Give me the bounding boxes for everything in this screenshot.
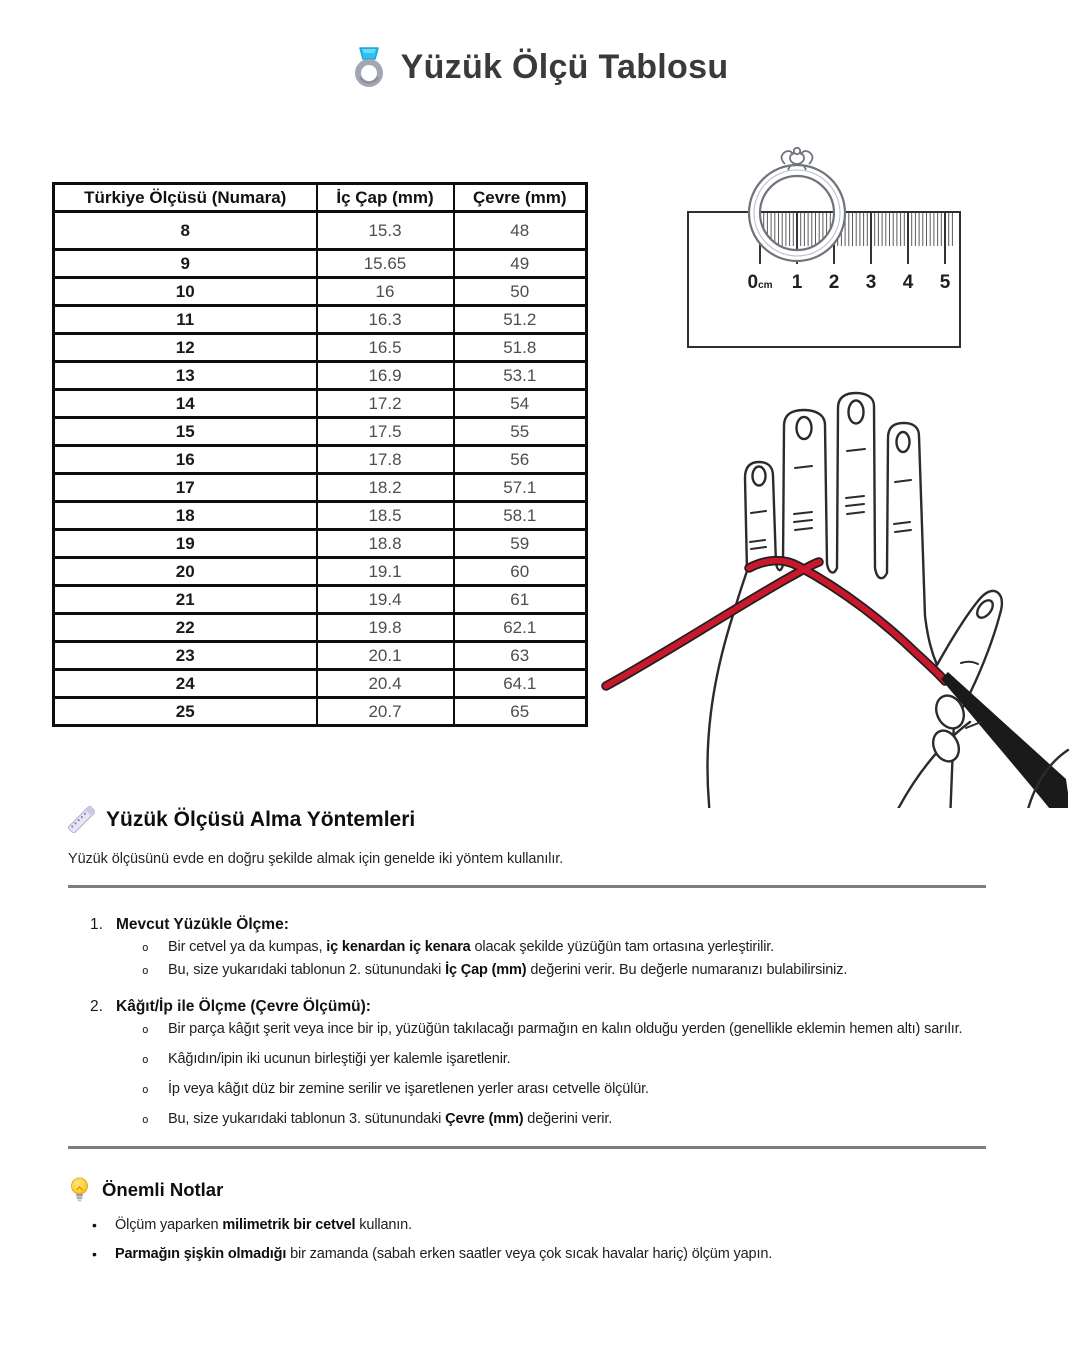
method-bullets [0,936,1010,982]
table-cell: 63 [454,642,587,670]
separator-line [68,1146,986,1149]
sub-bullet-text [168,1048,511,1071]
sub-bullet-marker: o [142,1053,149,1066]
sub-bullet-marker: o [142,1113,149,1126]
text-segment: Parmağın şişkin olmadığı [115,1246,287,1262]
text-segment: iç kenardan iç kenara [326,939,471,955]
table-cell: 9 [54,250,317,278]
table-cell: 20.4 [317,670,454,698]
table-cell: 16 [317,278,454,306]
text-segment: değerini verir. [523,1111,613,1127]
table-cell: 18.5 [317,502,454,530]
method-bullet [142,1108,1010,1131]
sub-bullet-text [168,959,847,982]
table-header-cell: İç Çap (mm) [317,184,454,212]
method-bullet [142,1078,1010,1101]
method-item-heading [90,996,1010,1018]
method-item [0,996,1010,1131]
table-cell: 15.65 [317,250,454,278]
pen [941,672,1068,808]
note-bullet-marker: • [92,1217,97,1233]
text-segment: Bir cetvel ya da kumpas, [168,939,327,955]
ring-on-ruler-figure [686,136,964,351]
table-cell: 56 [454,446,587,474]
table-cell: 16.5 [317,334,454,362]
table-cell: 18 [54,502,317,530]
text-segment: Ölçüm yaparken [115,1217,223,1233]
sub-bullet-marker: o [142,964,149,977]
table-cell: 60 [454,558,587,586]
table-row [54,698,587,726]
table-cell: 22 [54,614,317,642]
table-cell: 18.2 [317,474,454,502]
separator-line [68,885,986,888]
ruler-label: 3 [865,272,877,293]
text-segment: Kâğıdın/ipin iki ucunun birleştiği yer kalemle işaretlenir. [168,1051,511,1067]
table-cell: 61 [454,586,587,614]
table-cell: 65 [454,698,587,726]
table-cell: 19 [54,530,317,558]
ruler-label: 5 [939,272,951,293]
table-cell: 16 [54,446,317,474]
table-cell: 50 [454,278,587,306]
table-row [54,418,587,446]
text-segment: olacak şekilde yüzüğün tam ortasına yerleştirilir. [470,939,775,955]
table-cell: 10 [54,278,317,306]
table-cell: 13 [54,362,317,390]
note-bullet-text [115,1214,412,1237]
sub-bullet-marker: o [142,1083,149,1096]
table-cell: 21 [54,586,317,614]
method-bullet [142,1048,1010,1071]
table-cell: 15.3 [317,212,454,250]
table-header-cell: Türkiye Ölçüsü (Numara) [54,184,317,212]
table-row [54,614,587,642]
table-cell: 23 [54,642,317,670]
table-cell: 16.9 [317,362,454,390]
method-bullets [0,1018,1010,1131]
table-cell: 57.1 [454,474,587,502]
ruler-label: 4 [902,272,914,293]
table-row [54,362,587,390]
table-cell: 20 [54,558,317,586]
table-row [54,334,587,362]
table-cell: 51.8 [454,334,587,362]
ring-icon [352,44,386,90]
ruler-label: 2 [828,272,840,293]
table-cell: 18.8 [317,530,454,558]
table-row [54,390,587,418]
table-cell: 19.8 [317,614,454,642]
size-table-body [54,212,587,726]
table-cell: 58.1 [454,502,587,530]
method-item-heading [90,914,1010,936]
method-title: Mevcut Yüzükle Ölçme: [116,916,289,933]
notes-list [0,1214,1010,1272]
table-row [54,586,587,614]
text-segment: Bu, size yukarıdaki tablonun 2. sütunundaki [168,962,446,978]
table-cell: 17.8 [317,446,454,474]
table-cell: 14 [54,390,317,418]
method-title: Kâğıt/İp ile Ölçme (Çevre Ölçümü): [116,998,371,1015]
text-segment: değerini verir. Bu değerle numaranızı bulabilirsiniz. [526,962,848,978]
method-bullet [142,936,1010,959]
sub-bullet-text [168,936,774,959]
table-cell: 19.1 [317,558,454,586]
table-cell: 54 [454,390,587,418]
table-row [54,642,587,670]
table-cell: 19.4 [317,586,454,614]
table-row [54,212,587,250]
lightbulb-icon [68,1176,91,1203]
note-bullet [92,1214,1010,1237]
note-bullet-marker: • [92,1246,97,1262]
table-row [54,446,587,474]
text-segment: Çevre (mm) [445,1111,524,1127]
table-cell: 8 [54,212,317,250]
table-cell: 25 [54,698,317,726]
table-cell: 12 [54,334,317,362]
note-bullet-text [115,1243,772,1266]
ruler-label: 0cm [747,272,773,293]
page-title: Yüzük Ölçü Tablosu [400,47,729,86]
methods-list [0,914,1010,1145]
ring-size-table [52,182,588,727]
notes-heading: Önemli Notlar [102,1178,224,1200]
page-header [0,44,1080,90]
note-bullet [92,1243,1010,1266]
table-cell: 62.1 [454,614,587,642]
table-header-cell: Çevre (mm) [454,184,587,212]
table-row [54,502,587,530]
table-row [54,558,587,586]
methods-intro: Yüzük ölçüsünü evde en doğru şekilde almak için genelde iki yöntem kullanılır. [68,851,564,867]
table-cell: 17.5 [317,418,454,446]
table-cell: 53.1 [454,362,587,390]
text-segment: Bu, size yukarıdaki tablonun 3. sütunundaki [168,1111,446,1127]
table-cell: 17.2 [317,390,454,418]
table-cell: 20.1 [317,642,454,670]
table-row [54,670,587,698]
table-cell: 59 [454,530,587,558]
method-number: 1. [90,916,103,933]
table-cell: 11 [54,306,317,334]
table-cell: 17 [54,474,317,502]
method-item [0,914,1010,982]
text-segment: İp veya kâğıt düz bir zemine serilir ve işaretlenen yerler arası cetvelle ölçülür. [168,1081,649,1097]
method-bullet [142,959,1010,982]
text-segment: kullanın. [355,1217,412,1233]
methods-section-header [68,806,415,833]
table-header-row [54,184,587,212]
table-row [54,530,587,558]
method-bullet [142,1018,1010,1041]
text-segment: Bir parça kâğıt şerit veya ince bir ip, yüzüğün takılacağı parmağın en kalın olduğu yerden (genellikle eklemin hemen altı) sarılır. [168,1021,963,1037]
table-row [54,474,587,502]
table-row [54,278,587,306]
table-cell: 51.2 [454,306,587,334]
text-segment: milimetrik bir cetvel [222,1217,356,1233]
table-cell: 20.7 [317,698,454,726]
table-cell: 49 [454,250,587,278]
table-cell: 15 [54,418,317,446]
sub-bullet-text [168,1018,962,1041]
sub-bullet-marker: o [142,941,149,954]
table-cell: 16.3 [317,306,454,334]
notes-section-header [68,1176,223,1203]
sub-bullet-text [168,1078,649,1101]
ruler-label: 1 [791,272,803,293]
sub-bullet-marker: o [142,1023,149,1036]
text-segment: bir zamanda (sabah erken saatler veya çok sıcak havalar hariç) ölçüm yapın. [286,1246,773,1262]
table-cell: 48 [454,212,587,250]
sub-bullet-text [168,1108,612,1131]
table-cell: 55 [454,418,587,446]
table-row [54,306,587,334]
method-number: 2. [90,998,103,1015]
text-segment: İç Çap (mm) [445,962,527,978]
methods-heading: Yüzük Ölçüsü Alma Yöntemleri [106,807,416,831]
table-row [54,250,587,278]
hand-measurement-figure [598,372,1070,808]
table-cell: 24 [54,670,317,698]
ruler-icon [68,806,95,833]
table-cell: 64.1 [454,670,587,698]
